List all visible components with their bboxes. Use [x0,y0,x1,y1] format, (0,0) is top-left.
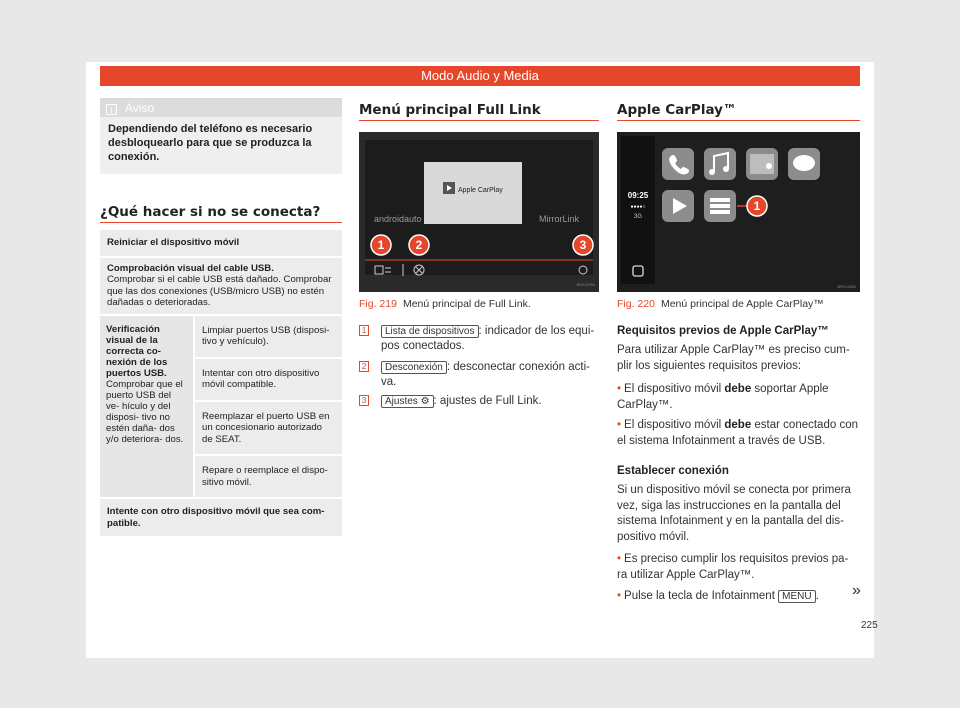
key-device-list: Lista de dispositivos [381,325,479,338]
table-row: Reiniciar el dispositivo móvil [100,230,342,258]
status-time: 09:25 [627,191,649,200]
table-cell [195,316,342,498]
figure-id: BRS-0282 [837,284,856,289]
figure-fulllink [359,132,599,292]
requirements-title: Requisitos previos de Apple CarPlay™ [617,325,829,337]
connection-text: Si un dispositivo móvil se conecta por primera vez, siga las instrucciones en la pantalla del sistema Infotainment y en la pantalla del dis- positivo móvil. [617,484,851,543]
notice-box [100,98,342,174]
list-item: 2 Desconexión : desconectar conexión acti- va. [359,360,599,390]
title-underline [617,120,860,121]
requirements-text: Para utilizar Apple CarPlay™ es preciso cum- plir los siguientes requisitos previos: [617,344,850,372]
troubleshoot-table [100,230,342,538]
title-underline [359,120,599,121]
callout-2: 2 [415,238,423,252]
page-header: Modo Audio y Media [100,66,860,86]
table-cell: Verificación visual de la correcta co- nexión de los puertos USB. Comprobar que el puerto USB del ve- hículo y del disposi- tivo no estén daña- dos y/o deteriora- dos. [100,316,195,498]
figure-caption: Fig. 220 Menú principal de Apple CarPlay™ [617,298,824,310]
status-network: 3G [633,214,643,220]
section-title-fulllink: Menú principal Full Link [359,102,541,118]
page-number: 225 [861,620,878,631]
list-item: Limpiar puertos USB (disposi- tivo y vehículo). [195,316,342,359]
bullet-item: • Es preciso cumplir los requisitos previos pa- ra utilizar Apple CarPlay™. [617,553,849,581]
title-underline [100,222,342,223]
section-title-carplay: Apple CarPlay™ [617,102,737,118]
maps-app-icon [746,148,778,180]
figure-caption: Fig. 219 Menú principal de Full Link. [359,298,531,310]
apple-carplay-label: Apple CarPlay [458,187,503,194]
notice-header [100,99,342,117]
mirrorlink-label: MirrorLink [539,214,580,224]
carplay-screen [617,132,860,292]
table-row: Intente con otro dispositivo móvil que sea com- patible. [100,499,342,538]
section-title-troubleshoot: ¿Qué hacer si no se conecta? [100,204,321,220]
callout-3: 3 [579,238,587,252]
list-item: 1 Lista de dispositivos : indicador de los equi- pos conectados. [359,324,599,354]
connection-title: Establecer conexión [617,465,729,477]
callout-1: 1 [377,238,385,252]
android-auto-label: androidauto [374,214,422,224]
messages-app-icon [788,148,820,180]
table-row: Comprobación visual del cable USB. Comprobar si el cable USB está dañado. Comprobar que las dos conexiones (USB/micro USB) no estén dañadas o deterioradas. [100,258,342,316]
figure-id: BRS-0784 [576,282,595,287]
callout-1: 1 [753,199,761,213]
seat-app-icon [704,190,736,222]
info-icon: i [106,104,117,115]
list-item: 3 Ajustes ⚙ : ajustes de Full Link. [359,394,599,409]
key-settings: Ajustes ⚙ [381,395,434,408]
table-row [100,316,342,500]
list-item: Reemplazar el puerto USB en un concesionario autorizado de SEAT. [195,402,342,457]
bullet-item: • El dispositivo móvil debe estar conectado con el sistema Infotainment a través de USB. [617,419,858,447]
video-app-icon [662,190,694,222]
figure-carplay [617,132,860,292]
bullet-item: • El dispositivo móvil debe soportar Apple CarPlay™. [617,383,829,411]
list-item: Repare o reemplace el dispo- sitivo móvil. [202,465,328,488]
key-disconnect: Desconexión [381,361,447,374]
continue-arrow: » [852,582,861,599]
phone-app-icon [662,148,694,180]
music-app-icon [704,148,736,180]
notice-title: Aviso [125,101,155,115]
status-signal: ●●●●○ [630,204,646,210]
key-menu: MENU [778,590,815,603]
fulllink-screen [359,132,599,292]
bullet-item: • Pulse la tecla de Infotainment MENU . [617,590,819,602]
manual-page [86,62,878,658]
notice-text: Dependiendo del teléfono es necesario desbloquearlo para que se produzca la conexión. [108,123,313,163]
list-item: Intentar con otro dispositivo móvil compatible. [195,359,342,402]
